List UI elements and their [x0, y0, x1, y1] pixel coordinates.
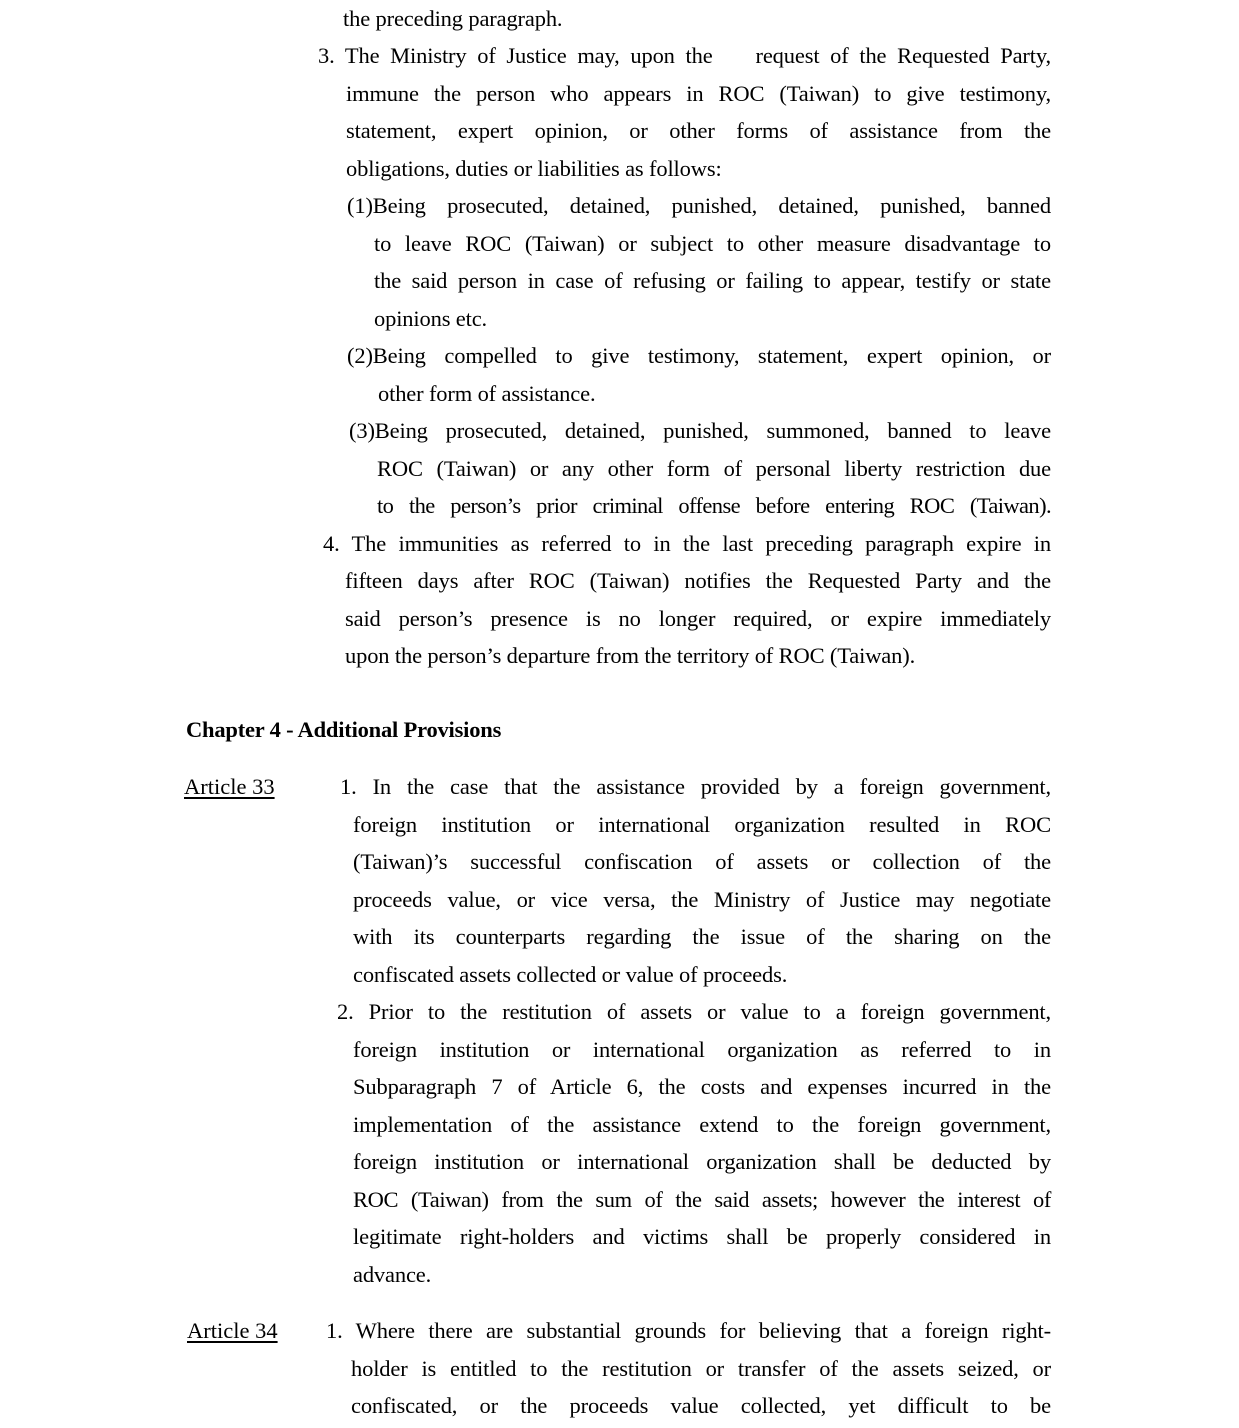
article-line: 1. Where there are substantial grounds for believing that a foreign right- — [326, 1318, 1051, 1343]
paragraph-3-line: statement, expert opinion, or other forms of assistance from the — [346, 118, 1051, 143]
article-label: Article 34 — [187, 1318, 278, 1343]
article-line: implementation of the assistance extend to the foreign government, — [353, 1112, 1051, 1137]
subitem-line: (2)Being compelled to give testimony, statement, expert opinion, or — [347, 343, 1051, 368]
article-line: confiscated assets collected or value of proceeds. — [353, 962, 788, 987]
article-line: foreign institution or international organization shall be deducted by — [353, 1149, 1051, 1174]
article-line: Subparagraph 7 of Article 6, the costs and expenses incurred in the — [353, 1074, 1051, 1099]
paragraph-4-line: upon the person’s departure from the territory of ROC (Taiwan). — [345, 643, 916, 668]
paragraph-3-line: immune the person who appears in ROC (Taiwan) to give testimony, — [346, 81, 1051, 106]
subitem-line: other form of assistance. — [378, 381, 596, 406]
subitem-line: (3)Being prosecuted, detained, punished, summoned, banned to leave — [349, 418, 1051, 443]
article-line: with its counterparts regarding the issue of the sharing on the — [353, 924, 1051, 949]
article-label: Article 33 — [184, 774, 275, 799]
article-line: ROC (Taiwan) from the sum of the said assets; however the interest of — [353, 1187, 1051, 1212]
previous-paragraph-fragment: the preceding paragraph. — [343, 6, 563, 31]
subitem-line: (1)Being prosecuted, detained, punished, detained, punished, banned — [347, 193, 1051, 218]
subitem-line: ROC (Taiwan) or any other form of personal liberty restriction due — [377, 456, 1051, 481]
paragraph-4-line: fifteen days after ROC (Taiwan) notifies the Requested Party and the — [345, 568, 1051, 593]
subitem-line: to the person’s prior criminal offense before entering ROC (Taiwan). — [377, 493, 1051, 518]
paragraph-4-line: 4. The immunities as referred to in the last preceding paragraph expire in — [323, 531, 1051, 556]
chapter-heading: Chapter 4 - Additional Provisions — [186, 717, 502, 742]
subitem-line: the said person in case of refusing or failing to appear, testify or state — [374, 268, 1051, 293]
paragraph-3-line: 3. The Ministry of Justice may, upon the request of the Requested Party, — [318, 43, 1051, 68]
paragraph-3-line: obligations, duties or liabilities as follows: — [346, 156, 722, 181]
article-line: proceeds value, or vice versa, the Ministry of Justice may negotiate — [353, 887, 1051, 912]
article-line: foreign institution or international organization as referred to in — [353, 1037, 1051, 1062]
subitem-line: opinions etc. — [374, 306, 488, 331]
subitem-line: to leave ROC (Taiwan) or subject to other measure disadvantage to — [374, 231, 1051, 256]
article-line: confiscated, or the proceeds value collected, yet difficult to be — [351, 1393, 1051, 1418]
article-line: (Taiwan)’s successful confiscation of assets or collection of the — [353, 849, 1051, 874]
paragraph-4-line: said person’s presence is no longer required, or expire immediately — [345, 606, 1051, 631]
article-line: advance. — [353, 1262, 432, 1287]
article-line: holder is entitled to the restitution or transfer of the assets seized, or — [351, 1356, 1051, 1381]
article-line: legitimate right-holders and victims shall be properly considered in — [353, 1224, 1051, 1249]
article-line: foreign institution or international organization resulted in ROC — [353, 812, 1051, 837]
article-line: 1. In the case that the assistance provided by a foreign government, — [340, 774, 1051, 799]
article-line: 2. Prior to the restitution of assets or value to a foreign government, — [337, 999, 1051, 1024]
